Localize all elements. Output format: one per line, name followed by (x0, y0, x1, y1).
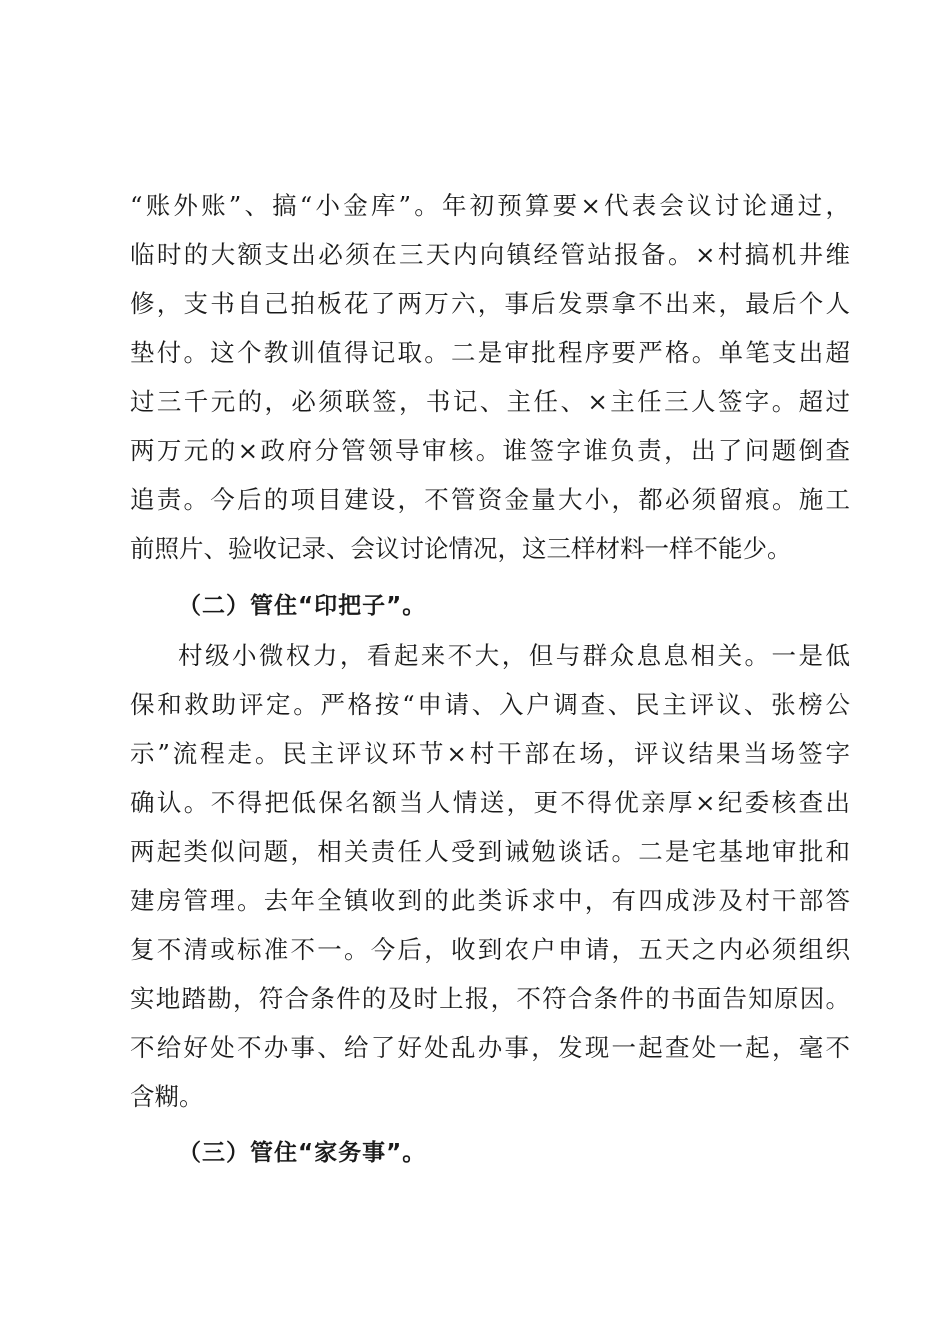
section-heading-2: （二）管住“印把子”。 (178, 593, 427, 619)
paragraph-2-line-6: 建房管理。去年全镇收到的此类诉求中，有四成涉及村干部答 (130, 886, 850, 915)
paragraph-1-line-3: 修，支书自己拍板花了两万六，事后发票拿不出来，最后个人 (130, 289, 850, 318)
paragraph-2-line-10: 含糊。 (130, 1082, 204, 1111)
paragraph-1-line-4: 垫付。这个教训值得记取。二是审批程序要严格。单笔支出超 (130, 338, 850, 367)
paragraph-2-line-2: 保和救助评定。严格按“申请、入户调查、民主评议、张榜公 (130, 690, 850, 719)
paragraph-2-line-1: 村级小微权力，看起来不大，但与群众息息相关。一是低 (178, 641, 850, 670)
paragraph-2-line-9: 不给好处不办事、给了好处乱办事，发现一起查处一起，毫不 (130, 1033, 850, 1062)
paragraph-1-line-6: 两万元的×政府分管领导审核。谁签字谁负责，出了问题倒查 (130, 436, 850, 465)
paragraph-1-line-8: 前照片、验收记录、会议讨论情况，这三样材料一样不能少。 (130, 534, 792, 563)
paragraph-1-line-5: 过三千元的，必须联签，书记、主任、×主任三人签字。超过 (130, 387, 850, 416)
section-heading-3: （三）管住“家务事”。 (178, 1140, 427, 1166)
paragraph-2-line-7: 复不清或标准不一。今后，收到农户申请，五天之内必须组织 (130, 935, 850, 964)
paragraph-2-line-8: 实地踏勘，符合条件的及时上报，不符合条件的书面告知原因。 (130, 984, 850, 1013)
paragraph-2-line-3: 示”流程走。民主评议环节×村干部在场，评议结果当场签字 (130, 739, 850, 768)
paragraph-1-line-1: “账外账”、搞“小金库”。年初预算要×代表会议讨论通过， (130, 191, 850, 220)
paragraph-2-line-5: 两起类似问题，相关责任人受到诫勉谈话。二是宅基地审批和 (130, 837, 850, 866)
paragraph-1-line-7: 追责。今后的项目建设，不管资金量大小，都必须留痕。施工 (130, 485, 850, 514)
paragraph-1-line-2: 临时的大额支出必须在三天内向镇经管站报备。×村搞机井维 (130, 240, 850, 269)
paragraph-2-line-4: 确认。不得把低保名额当人情送，更不得优亲厚×纪委核查出 (130, 788, 850, 817)
